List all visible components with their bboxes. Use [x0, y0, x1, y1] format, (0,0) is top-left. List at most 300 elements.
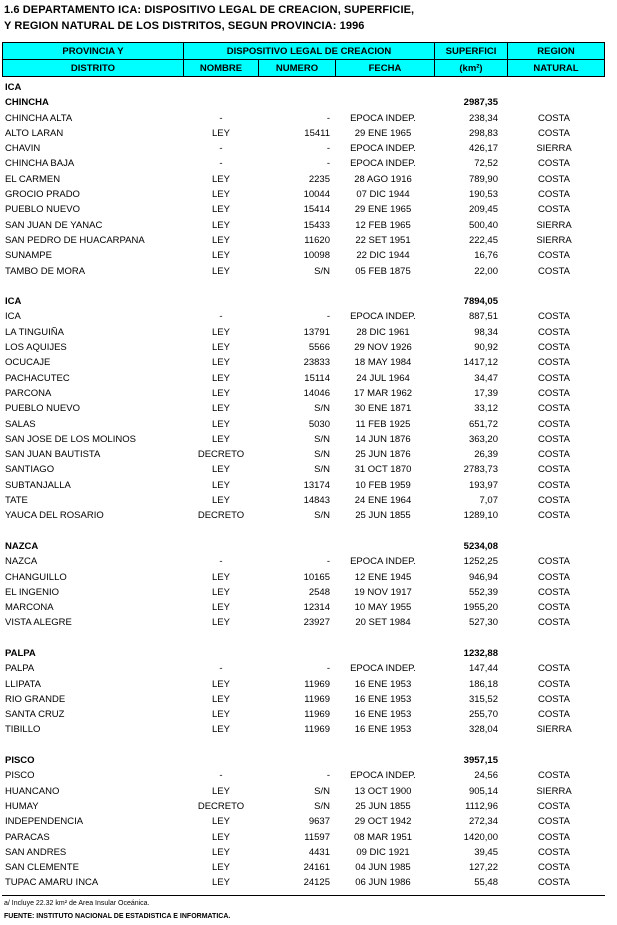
table-row [0, 309, 617, 324]
fecha: EPOCA INDEP. [350, 556, 416, 568]
dispositivo-nombre: LEY [212, 785, 230, 797]
fecha: 29 OCT 1942 [354, 816, 412, 828]
footnote: a/ Incluye 22.32 km² de Area Insular Oceánica. [4, 900, 150, 907]
dispositivo-nombre: DECRETO [197, 510, 245, 522]
fecha: 06 JUN 1986 [355, 877, 411, 889]
region-natural: COSTA [537, 127, 571, 139]
district-name: SAN CLEMENTE [5, 862, 79, 874]
dispositivo-nombre: LEY [212, 571, 230, 583]
province-name: NAZCA [5, 540, 39, 552]
superficie: 500,40 [468, 219, 498, 231]
dispositivo-numero: 11597 [304, 831, 330, 843]
region-natural: COSTA [537, 800, 571, 812]
dispositivo-nombre: - [219, 158, 223, 170]
dispositivo-nombre: DECRETO [197, 800, 245, 812]
dispositivo-nombre: LEY [212, 234, 230, 246]
dispositivo-nombre: LEY [212, 862, 230, 874]
table-row [0, 432, 617, 447]
dispositivo-numero: S/N [314, 785, 330, 797]
dispositivo-numero: 9637 [308, 816, 330, 828]
table-row [0, 768, 617, 783]
region-natural: COSTA [537, 663, 571, 675]
region-natural: COSTA [537, 112, 571, 124]
province-total: 7894,05 [463, 296, 498, 308]
district-name: PACHACUTEC [5, 372, 70, 384]
superficie: 147,44 [468, 663, 498, 675]
superficie: 315,52 [468, 693, 498, 705]
superficie: 22,00 [474, 265, 498, 277]
table-row [0, 493, 617, 508]
district-name: GROCIO PRADO [5, 189, 80, 201]
province-total: 2987,35 [463, 97, 498, 109]
superficie: 127,22 [468, 862, 498, 874]
table-row [0, 585, 617, 600]
superficie: 527,30 [468, 617, 498, 629]
province-name: PISCO [5, 755, 35, 767]
region-natural: COSTA [537, 403, 571, 415]
superficie: 1955,20 [463, 602, 498, 614]
header-fecha: FECHA [336, 60, 435, 77]
fecha: 16 ENE 1953 [354, 693, 412, 705]
region-natural: COSTA [537, 816, 571, 828]
header-region: REGION [508, 43, 605, 60]
dispositivo-nombre: LEY [212, 387, 230, 399]
district-name: SAN ANDRES [5, 846, 67, 858]
district-name: OCUCAJE [5, 357, 51, 369]
dispositivo-nombre: LEY [212, 250, 230, 262]
region-natural: COSTA [537, 250, 571, 262]
table-row [0, 172, 617, 187]
superficie: 552,39 [468, 586, 498, 598]
fecha: EPOCA INDEP. [350, 112, 416, 124]
dispositivo-numero: 12314 [303, 602, 330, 614]
fecha: 09 DIC 1921 [356, 846, 410, 858]
table-row [0, 570, 617, 585]
region-natural: SIERRA [536, 724, 572, 736]
district-name: CHINCHA BAJA [5, 158, 75, 170]
dispositivo-numero: 24125 [303, 877, 330, 889]
dispositivo-nombre: LEY [212, 127, 230, 139]
district-name: LLIPATA [5, 678, 41, 690]
dispositivo-numero: 14843 [303, 495, 330, 507]
region-natural: COSTA [537, 709, 571, 721]
fecha: 19 NOV 1917 [354, 586, 412, 598]
region-natural: COSTA [537, 265, 571, 277]
dispositivo-nombre: - [219, 143, 223, 155]
fecha: 07 DIC 1944 [356, 189, 410, 201]
dispositivo-numero: 11969 [304, 678, 330, 690]
superficie: 34,47 [474, 372, 498, 384]
table-row [0, 325, 617, 340]
district-name: EL INGENIO [5, 586, 60, 598]
fecha: EPOCA INDEP. [350, 770, 416, 782]
district-name: SAN JUAN BAUTISTA [5, 449, 101, 461]
dispositivo-numero: 15411 [304, 127, 330, 139]
superficie: 72,52 [474, 158, 498, 170]
region-natural: SIERRA [536, 219, 572, 231]
province-total: 1232,88 [463, 647, 498, 659]
superficie: 26,39 [474, 449, 498, 461]
table-row [0, 692, 617, 707]
region-natural: COSTA [537, 510, 571, 522]
fecha: 22 SET 1951 [355, 234, 411, 246]
region-natural: COSTA [537, 433, 571, 445]
superficie: 39,45 [474, 846, 498, 858]
table-row [0, 707, 617, 722]
superficie: 222,45 [468, 234, 498, 246]
table-row [0, 417, 617, 432]
dispositivo-numero: 23927 [303, 617, 330, 629]
fecha: 24 JUL 1964 [356, 372, 410, 384]
dispositivo-nombre: LEY [212, 418, 230, 430]
district-name: TUPAC AMARU INCA [5, 877, 99, 889]
dispositivo-numero: - [326, 770, 330, 782]
superficie: 7,07 [479, 495, 498, 507]
header-superficie: SUPERFICI [435, 43, 508, 60]
province-row [0, 753, 617, 768]
fecha: 29 ENE 1965 [354, 204, 412, 216]
region-natural: COSTA [537, 479, 571, 491]
region-natural: COSTA [537, 586, 571, 598]
fecha: EPOCA INDEP. [350, 158, 416, 170]
table-row [0, 845, 617, 860]
dispositivo-numero: 4431 [308, 846, 330, 858]
dispositivo-nombre: LEY [212, 326, 230, 338]
dispositivo-numero: 2235 [308, 173, 330, 185]
dispositivo-nombre: LEY [212, 342, 230, 354]
superficie: 905,14 [468, 785, 498, 797]
region-natural: COSTA [537, 158, 571, 170]
superficie: 2783,73 [463, 464, 498, 476]
region-natural: COSTA [537, 495, 571, 507]
dispositivo-numero: 2548 [308, 586, 330, 598]
superficie: 651,72 [468, 418, 498, 430]
table-row [0, 875, 617, 890]
table-row [0, 677, 617, 692]
region-natural: COSTA [537, 678, 571, 690]
dispositivo-numero: 10044 [303, 189, 330, 201]
table-row [0, 615, 617, 630]
table-row [0, 447, 617, 462]
fecha: 25 JUN 1855 [355, 800, 411, 812]
region-natural: COSTA [537, 464, 571, 476]
dispositivo-nombre: - [219, 556, 223, 568]
district-name: SUBTANJALLA [5, 479, 71, 491]
district-name: LOS AQUIJES [5, 342, 67, 354]
region-natural: COSTA [537, 602, 571, 614]
province-name: CHINCHA [5, 97, 49, 109]
superficie: 272,34 [468, 816, 498, 828]
table-row [0, 814, 617, 829]
department-row [0, 80, 617, 95]
fecha: EPOCA INDEP. [350, 311, 416, 323]
table-row [0, 799, 617, 814]
table-row [0, 187, 617, 202]
table-row [0, 722, 617, 737]
region-natural: COSTA [537, 418, 571, 430]
superficie: 1112,96 [465, 800, 498, 812]
dispositivo-numero: - [326, 112, 330, 124]
superficie: 209,45 [468, 204, 498, 216]
dispositivo-numero: S/N [314, 510, 330, 522]
fecha: 18 MAY 1984 [354, 357, 412, 369]
region-natural: COSTA [537, 204, 571, 216]
region-natural: COSTA [537, 693, 571, 705]
dispositivo-nombre: LEY [212, 693, 230, 705]
superficie: 255,70 [468, 709, 498, 721]
region-natural: COSTA [537, 173, 571, 185]
fecha: 25 JUN 1855 [355, 510, 411, 522]
district-name: SANTA CRUZ [5, 709, 65, 721]
dispositivo-nombre: LEY [212, 464, 230, 476]
dispositivo-nombre: LEY [212, 357, 230, 369]
superficie: 946,94 [468, 571, 498, 583]
superficie: 426,17 [468, 143, 498, 155]
table-row [0, 830, 617, 845]
dispositivo-nombre: LEY [212, 219, 230, 231]
table-row [0, 508, 617, 523]
district-name: RIO GRANDE [5, 693, 66, 705]
dispositivo-nombre: - [219, 663, 223, 675]
dispositivo-numero: - [326, 158, 330, 170]
district-name: YAUCA DEL ROSARIO [5, 510, 104, 522]
fecha: 22 DIC 1944 [356, 250, 410, 262]
district-name: MARCONA [5, 602, 54, 614]
dispositivo-numero: S/N [314, 265, 330, 277]
fecha: 16 ENE 1953 [354, 709, 412, 721]
region-natural: COSTA [537, 862, 571, 874]
table-row [0, 661, 617, 676]
fecha: 31 OCT 1870 [354, 464, 412, 476]
table-row [0, 218, 617, 233]
fecha: EPOCA INDEP. [350, 143, 416, 155]
dispositivo-numero: S/N [314, 433, 330, 445]
fecha: 14 JUN 1876 [355, 433, 411, 445]
header-distrito: DISTRITO [3, 60, 184, 77]
superficie: 33,12 [474, 403, 498, 415]
superficie: 363,20 [468, 433, 498, 445]
header-nombre: NOMBRE [184, 60, 259, 77]
dispositivo-nombre: LEY [212, 204, 230, 216]
superficie: 328,04 [468, 724, 498, 736]
dispositivo-numero: S/N [314, 403, 330, 415]
region-natural: COSTA [537, 617, 571, 629]
fecha: 24 ENE 1964 [354, 495, 412, 507]
dispositivo-nombre: LEY [212, 724, 230, 736]
table-row [0, 371, 617, 386]
dispositivo-nombre: LEY [212, 495, 230, 507]
region-natural: COSTA [537, 372, 571, 384]
header-numero: NUMERO [259, 60, 336, 77]
dispositivo-nombre: - [219, 770, 223, 782]
province-total: 3957,15 [463, 755, 498, 767]
province-name: PALPA [5, 647, 36, 659]
province-name: ICA [5, 296, 22, 308]
dispositivo-numero: S/N [314, 464, 330, 476]
superficie: 90,92 [474, 342, 498, 354]
row-spacer [0, 738, 617, 753]
dispositivo-nombre: LEY [212, 403, 230, 415]
table-row [0, 860, 617, 875]
dispositivo-numero: - [326, 556, 330, 568]
dispositivo-numero: 11969 [304, 724, 330, 736]
district-name: TATE [5, 495, 28, 507]
fecha: 28 AGO 1916 [354, 173, 412, 185]
table-row [0, 386, 617, 401]
region-natural: SIERRA [536, 785, 572, 797]
dispositivo-nombre: LEY [212, 602, 230, 614]
district-name: ICA [5, 311, 21, 323]
table-row [0, 233, 617, 248]
dispositivo-numero: 11620 [304, 234, 330, 246]
district-name: PUEBLO NUEVO [5, 204, 80, 216]
district-name: LA TINGUIÑA [5, 326, 64, 338]
district-name: TAMBO DE MORA [5, 265, 86, 277]
table-row [0, 156, 617, 171]
dispositivo-nombre: LEY [212, 372, 230, 384]
dispositivo-numero: 15433 [303, 219, 330, 231]
region-natural: COSTA [537, 571, 571, 583]
dispositivo-nombre: LEY [212, 479, 230, 491]
dispositivo-nombre: LEY [212, 709, 230, 721]
fecha: 30 ENE 1871 [354, 403, 412, 415]
superficie: 190,53 [468, 189, 498, 201]
row-spacer [0, 279, 617, 294]
province-row [0, 539, 617, 554]
dispositivo-numero: 11969 [304, 693, 330, 705]
region-natural: COSTA [537, 342, 571, 354]
dispositivo-numero: S/N [314, 449, 330, 461]
page-title [4, 2, 414, 34]
region-natural: SIERRA [536, 234, 572, 246]
dispositivo-numero: 13791 [303, 326, 330, 338]
table-row [0, 784, 617, 799]
table-row [0, 248, 617, 263]
district-name: VISTA ALEGRE [5, 617, 72, 629]
superficie: 98,34 [474, 326, 498, 338]
dispositivo-nombre: DECRETO [197, 449, 245, 461]
fecha: 16 ENE 1953 [354, 678, 412, 690]
dispositivo-nombre: LEY [212, 265, 230, 277]
dispositivo-nombre: LEY [212, 831, 230, 843]
dispositivo-numero: 11969 [304, 709, 330, 721]
region-natural: COSTA [537, 846, 571, 858]
dispositivo-numero: 13174 [303, 479, 330, 491]
fecha: 10 FEB 1959 [355, 479, 411, 491]
fecha: 28 DIC 1961 [356, 326, 410, 338]
fecha: 13 OCT 1900 [354, 785, 412, 797]
fecha: 08 MAR 1951 [353, 831, 413, 843]
fecha: 25 JUN 1876 [355, 449, 411, 461]
table-row [0, 554, 617, 569]
district-name: PUEBLO NUEVO [5, 403, 80, 415]
province-total: 5234,08 [463, 540, 498, 552]
superficie: 1289,10 [463, 510, 498, 522]
fecha: 12 FEB 1965 [355, 219, 411, 231]
dispositivo-numero: 10165 [303, 571, 330, 583]
dispositivo-nombre: LEY [212, 617, 230, 629]
region-natural: SIERRA [536, 143, 572, 155]
region-natural: COSTA [537, 387, 571, 399]
province-row [0, 646, 617, 661]
fecha: 10 MAY 1955 [354, 602, 412, 614]
fecha: 11 FEB 1925 [355, 418, 411, 430]
table-body [0, 80, 617, 891]
title-line-1: 1.6 DEPARTAMENTO ICA: DISPOSITIVO LEGAL DE CREACION, SUPERFICIE, [4, 4, 415, 16]
region-natural: COSTA [537, 357, 571, 369]
district-name: SAN JUAN DE YANAC [5, 219, 103, 231]
district-name: PARCONA [5, 387, 52, 399]
table-row [0, 478, 617, 493]
superficie: 1417,12 [463, 357, 498, 369]
region-natural: COSTA [537, 770, 571, 782]
district-name: TIBILLO [5, 724, 41, 736]
region-natural: COSTA [537, 556, 571, 568]
dispositivo-numero: 15114 [304, 372, 330, 384]
superficie: 298,83 [468, 127, 498, 139]
district-name: ALTO LARAN [5, 127, 64, 139]
dispositivo-nombre: - [219, 311, 223, 323]
district-name: SUNAMPE [5, 250, 52, 262]
region-natural: COSTA [537, 189, 571, 201]
fecha: EPOCA INDEP. [350, 663, 416, 675]
district-name: HUANCANO [5, 785, 60, 797]
superficie: 1420,00 [463, 831, 498, 843]
district-name: PARACAS [5, 831, 50, 843]
district-name: HUMAY [5, 800, 39, 812]
dispositivo-nombre: LEY [212, 877, 230, 889]
superficie: 55,48 [474, 877, 498, 889]
table-header [2, 42, 605, 77]
fecha: 04 JUN 1985 [355, 862, 411, 874]
district-name: INDEPENDENCIA [5, 816, 84, 828]
region-natural: COSTA [537, 326, 571, 338]
fecha: 20 SET 1984 [355, 617, 411, 629]
district-name: SALAS [5, 418, 36, 430]
superficie: 1252,25 [463, 556, 498, 568]
table-row [0, 264, 617, 279]
table-row [0, 462, 617, 477]
dispositivo-numero: 14046 [303, 387, 330, 399]
superficie: 186,18 [468, 678, 498, 690]
header-provincia: PROVINCIA Y [3, 43, 184, 60]
district-name: CHINCHA ALTA [5, 112, 73, 124]
fecha: 17 MAR 1962 [353, 387, 413, 399]
dispositivo-nombre: LEY [212, 816, 230, 828]
dispositivo-numero: S/N [314, 800, 330, 812]
superficie: 238,34 [468, 112, 498, 124]
dispositivo-numero: 23833 [303, 357, 330, 369]
district-name: CHAVIN [5, 143, 41, 155]
department-name: ICA [5, 82, 22, 93]
dispositivo-nombre: LEY [212, 846, 230, 858]
dispositivo-numero: 24161 [303, 862, 330, 874]
fecha: 29 NOV 1926 [354, 342, 412, 354]
title-line-2: Y REGION NATURAL DE LOS DISTRITOS, SEGUN PROVINCIA: 1996 [4, 20, 365, 32]
table-row [0, 401, 617, 416]
table-row [0, 340, 617, 355]
province-row [0, 294, 617, 309]
superficie: 193,97 [468, 479, 498, 491]
header-dispositivo: DISPOSITIVO LEGAL DE CREACION [184, 43, 435, 60]
dispositivo-numero: 5566 [308, 342, 330, 354]
row-spacer [0, 524, 617, 539]
fecha: 05 FEB 1875 [355, 265, 411, 277]
dispositivo-numero: 10098 [303, 250, 330, 262]
superficie: 16,76 [474, 250, 498, 262]
dispositivo-nombre: LEY [212, 189, 230, 201]
superficie: 24,56 [474, 770, 498, 782]
